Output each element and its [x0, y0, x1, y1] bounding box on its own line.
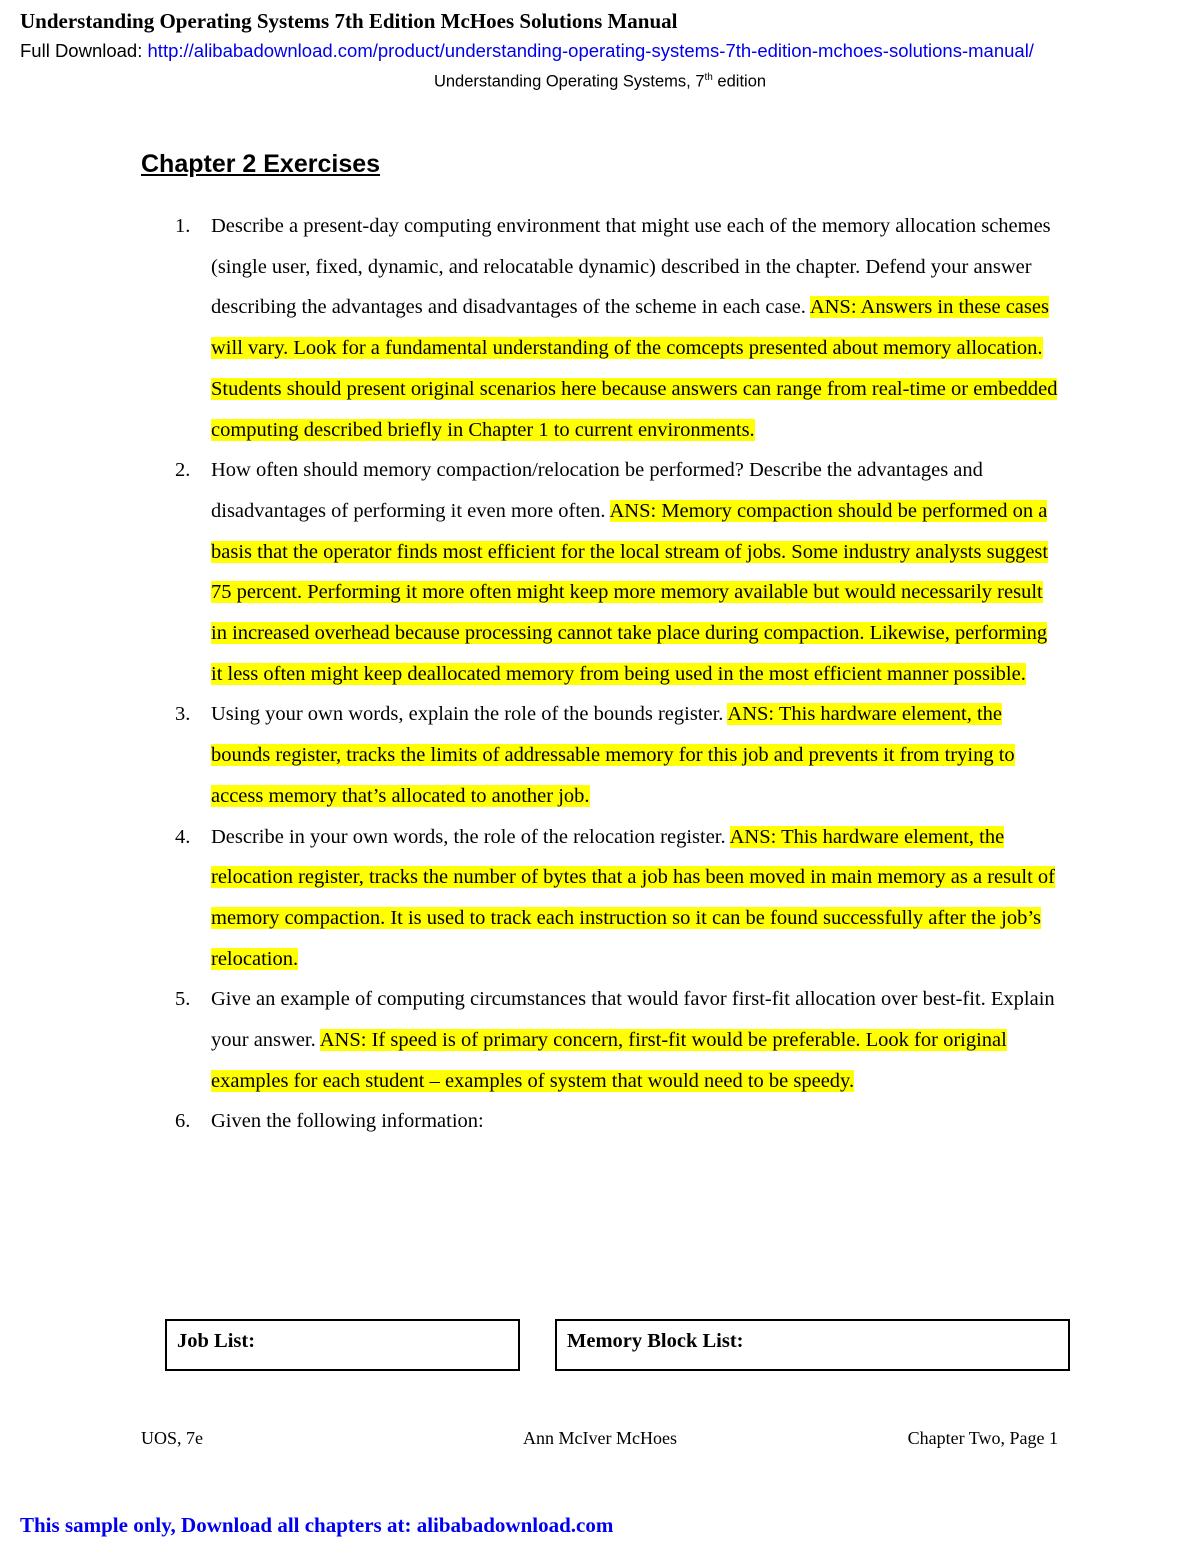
exercise-question: Describe a present-day computing environment that might use each of the memory allocation schemes (single user, fixed, dynamic, and relocatable dynamic) described in the chapter. Defend your answer describing the advantages and disadvantages of the scheme in each case.: [211, 215, 1051, 319]
exercise-answer: ANS: This hardware element, the relocation register, tracks the number of bytes that a job has been moved in main memory as a result of memory compaction. It is used to track each instruction so it can be found successfully after the job’s relocation.: [211, 825, 1055, 970]
exercise-item: [0, 694, 1061, 816]
footer-edition: UOS, 7e: [141, 1428, 203, 1448]
exercise-question: Using your own words, explain the role of the bounds register.: [211, 703, 728, 726]
watermark-title: Understanding Operating Systems 7th Edition McHoes Solutions Manual: [20, 9, 678, 33]
exercise-answer: ANS: If speed is of primary concern, first-fit would be preferable. Look for original examples for each student – examples of system that would need to be speedy.: [211, 1029, 1007, 1092]
running-header-suffix: edition: [712, 72, 767, 91]
job-list-box: [165, 1319, 520, 1371]
exercise-item: [0, 817, 1061, 980]
exercise-item: [0, 979, 1061, 1101]
footer-page-number: Chapter Two, Page 1: [907, 1428, 1058, 1448]
running-header: [0, 72, 1200, 92]
exercise-item: [0, 206, 1061, 450]
download-link[interactable]: http://alibabadownload.com/product/understanding-operating-systems-7th-edition-mchoes-solutions-manual/: [147, 40, 1034, 61]
exercise-number: 3.: [175, 703, 191, 726]
running-header-sup: th: [704, 72, 713, 83]
exercise-number: 4.: [175, 825, 191, 848]
exercise-answer: ANS: Answers in these cases will vary. Look for a fundamental understanding of the comcepts presented about memory allocation. Students should present original scenarios here because answers can range from real-time or embedded computing described briefly in Chapter 1 to current environments.: [211, 296, 1058, 441]
job-list-label: Job List:: [177, 1330, 256, 1352]
exercise-list: [0, 206, 1200, 1142]
memory-block-list-label: Memory Block List:: [567, 1330, 744, 1352]
exercise-item: [0, 1101, 1061, 1142]
exercise-answer: ANS: This hardware element, the bounds register, tracks the limits of addressable memory for this job and prevents it from trying to access memory that’s allocated to another job.: [211, 703, 1015, 807]
memory-block-list-box: [555, 1319, 1070, 1371]
exercise-number: 1.: [175, 215, 191, 237]
bottom-download-banner: This sample only, Download all chapters at: alibabadownload.com: [20, 1513, 614, 1537]
exercise-question: Given the following information:: [211, 1110, 484, 1133]
exercise-answer: ANS: Memory compaction should be performed on a basis that the operator finds most efficient for the local stream of jobs. Some industry analysts suggest 75 percent. Performing it more often might keep more memory available but would necessarily result in increased overhead because processing cannot take place during compaction. Likewise, performing it less often might keep deallocated memory from being used in the most efficient manner possible.: [211, 499, 1049, 685]
exercise-number: 6.: [175, 1110, 191, 1133]
exercise-question: Give an example of computing circumstances that would favor first-fit allocation over best-fit. Explain your answer.: [211, 988, 1055, 1052]
running-header-text: Understanding Operating Systems, 7: [433, 72, 705, 91]
chapter-title: Chapter 2 Exercises: [141, 150, 381, 178]
exercise-question: Describe in your own words, the role of the relocation register.: [211, 825, 730, 848]
exercise-item: [0, 450, 1061, 694]
exercise-number: 5.: [175, 988, 191, 1011]
footer-author: Ann McIver McHoes: [523, 1428, 677, 1448]
download-line: [20, 40, 1034, 62]
download-label: Full Download:: [20, 40, 148, 61]
exercise-number: 2.: [175, 459, 191, 482]
exercise-question: How often should memory compaction/relocation be performed? Describe the advantages and disadvantages of performing it even more often.: [211, 459, 983, 522]
